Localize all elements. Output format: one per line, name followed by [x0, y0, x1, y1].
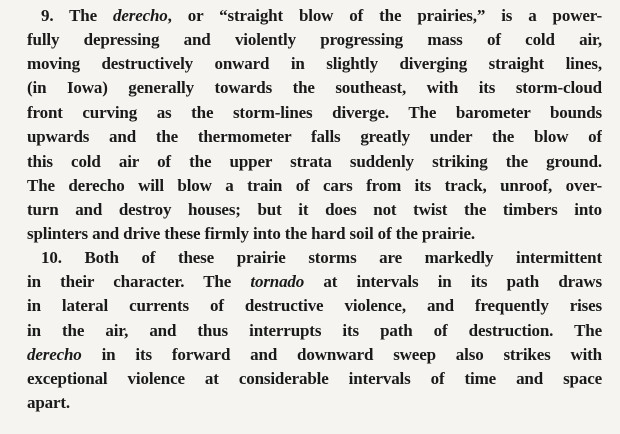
text-line — [27, 319, 602, 343]
text-segment: in their character. The — [27, 272, 251, 291]
text-line — [27, 76, 602, 100]
italic-term: tornado — [250, 272, 305, 291]
text-segment: splinters and drive these firmly into the hard soil of the prairie. — [27, 224, 475, 243]
text-segment: this cold air of the upper strata suddenly striking the ground. — [27, 152, 602, 171]
text-line — [27, 294, 602, 318]
text-line — [27, 4, 602, 28]
text-segment: in its forward and downward sweep also strikes with — [81, 345, 602, 364]
text-line — [27, 222, 602, 246]
text-line — [27, 270, 602, 294]
text-segment: upwards and the thermometer falls greatly under the blow of — [27, 127, 602, 146]
text-line — [27, 150, 602, 174]
text-line — [27, 246, 602, 270]
text-segment: apart. — [27, 393, 71, 412]
text-segment: moving destructively onward in slightly diverging straight lines, — [27, 54, 602, 73]
text-segment: at intervals in its path draws — [304, 272, 602, 291]
text-segment: exceptional violence at considerable intervals of time and space — [27, 369, 602, 388]
text-segment: in lateral currents of destructive violence, and frequently rises — [27, 296, 602, 315]
text-line — [27, 101, 602, 125]
italic-term: derecho — [27, 345, 82, 364]
text-segment: The derecho will blow a train of cars from its track, unroof, over- — [27, 176, 602, 195]
text-line — [27, 52, 602, 76]
text-segment: 9. The — [41, 6, 113, 25]
text-line — [27, 391, 602, 415]
text-segment: in the air, and thus interrupts its path of destruction. The — [27, 321, 602, 340]
text-segment: front curving as the storm-lines diverge. The barometer bounds — [27, 103, 602, 122]
text-line — [27, 343, 602, 367]
text-line — [27, 28, 602, 52]
text-line — [27, 198, 602, 222]
text-segment: (in Iowa) generally towards the southeast, with its storm-cloud — [27, 78, 602, 97]
text-line — [27, 174, 602, 198]
text-segment: , or “straight blow of the prairies,” is a power- — [167, 6, 602, 25]
italic-term: derecho — [113, 6, 168, 25]
text-line — [27, 367, 602, 391]
text-segment: turn and destroy houses; but it does not twist the timbers into — [27, 200, 602, 219]
text-segment: fully depressing and violently progressing mass of cold air, — [27, 30, 602, 49]
text-line — [27, 125, 602, 149]
text-segment: 10. Both of these prairie storms are markedly intermittent — [41, 248, 602, 267]
